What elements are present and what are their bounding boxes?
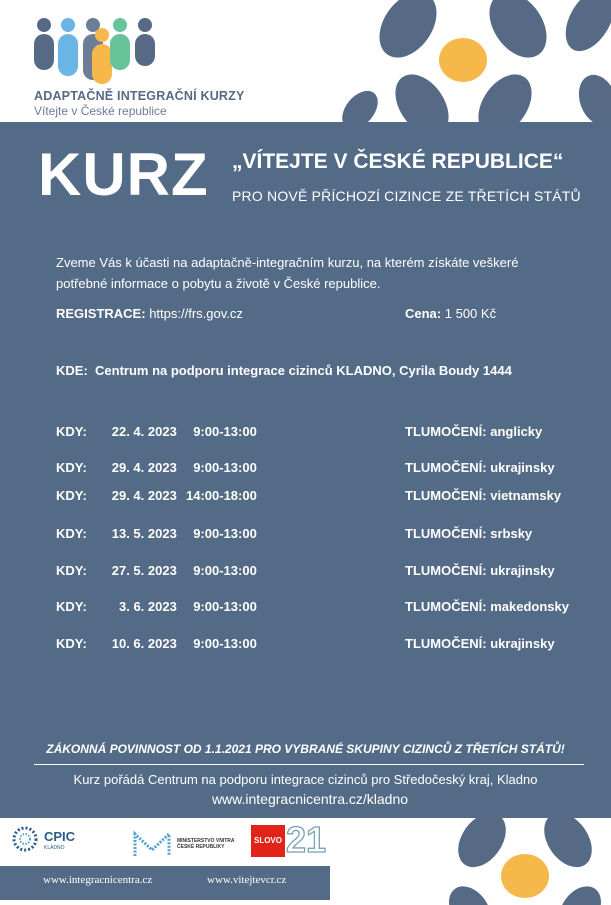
session-interpreting-label: TLUMOČENÍ: xyxy=(405,563,487,578)
session-time: 14:00-18:00 xyxy=(185,488,257,503)
session-when-label: KDY: xyxy=(56,636,87,651)
session-interpreting-label: TLUMOČENÍ: xyxy=(405,460,487,475)
session-when xyxy=(56,599,257,614)
session-language: srbsky xyxy=(490,526,533,541)
flower-decoration-bottom-icon xyxy=(440,818,611,905)
session-when-label: KDY: xyxy=(56,599,87,614)
session-language: ukrajinsky xyxy=(490,563,555,578)
session-interpreting xyxy=(405,424,542,439)
cpic-logo-name: CPIC xyxy=(44,829,76,844)
hero-word: KURZ xyxy=(38,141,209,208)
venue-value: Centrum na podporu integrace cizinců KLADNO, Cyrila Boudy 1444 xyxy=(95,363,512,378)
session-when-label: KDY: xyxy=(56,563,87,578)
legal-notice: ZÁKONNÁ POVINNOST OD 1.1.2021 PRO VYBRANÉ SKUPINY CIZINCŮ Z TŘETÍCH STÁTŮ! xyxy=(46,742,565,756)
session-language: vietnamsky xyxy=(490,488,562,503)
cpic-logo-city: KLADNO xyxy=(44,845,65,851)
session-interpreting-label: TLUMOČENÍ: xyxy=(405,424,487,439)
session-when-label: KDY: xyxy=(56,488,87,503)
session-time: 9:00-13:00 xyxy=(193,424,257,439)
registration-label: REGISTRACE: xyxy=(56,306,146,321)
registration-line xyxy=(56,306,243,321)
cpic-logo-icon xyxy=(10,824,40,854)
session-date: 29. 4. 2023 xyxy=(111,488,177,503)
session-date: 10. 6. 2023 xyxy=(111,636,177,651)
session-interpreting-label: TLUMOČENÍ: xyxy=(405,636,487,651)
ministry-logo-icon xyxy=(132,830,172,858)
slovo-logo-number: 21 xyxy=(286,819,327,860)
registration-link[interactable]: https://frs.gov.cz xyxy=(149,306,243,321)
session-date: 27. 5. 2023 xyxy=(111,563,177,578)
session-date: 22. 4. 2023 xyxy=(111,424,177,439)
flower-decoration-icon xyxy=(340,0,611,122)
session-date: 13. 5. 2023 xyxy=(111,526,177,541)
price-value: 1 500 Kč xyxy=(444,306,497,321)
org-title: ADAPTAČNĚ INTEGRAČNÍ KURZY xyxy=(34,89,245,103)
people-figures-logo-icon xyxy=(32,15,157,85)
session-interpreting xyxy=(405,488,561,503)
session-language: anglicky xyxy=(490,424,543,439)
session-interpreting-label: TLUMOČENÍ: xyxy=(405,599,487,614)
footer-link-vitejtevcr[interactable]: www.vitejtevcr.cz xyxy=(207,874,287,886)
session-time: 9:00-13:00 xyxy=(193,636,257,651)
session-time: 9:00-13:00 xyxy=(193,599,257,614)
session-when-label: KDY: xyxy=(56,424,87,439)
session-interpreting-label: TLUMOČENÍ: xyxy=(405,526,487,541)
session-language: makedonsky xyxy=(490,599,569,614)
session-language: ukrajinsky xyxy=(490,636,555,651)
session-when xyxy=(56,563,257,578)
session-time: 9:00-13:00 xyxy=(193,526,257,541)
course-subheadline: PRO NOVĚ PŘÍCHOZÍ CIZINCE ZE TŘETÍCH STÁTŮ xyxy=(232,188,581,204)
session-when xyxy=(56,460,257,475)
session-when-label: KDY: xyxy=(56,526,87,541)
slovo-logo-word: SLOVO xyxy=(251,825,285,857)
session-when xyxy=(56,488,257,503)
venue-line xyxy=(56,363,512,378)
intro-text: Zveme Vás k účasti na adaptačně-integračním kurzu, na kterém získáte veškeré potřebné informace o pobytu a životě v České republice. xyxy=(56,255,519,291)
venue-label: KDE: xyxy=(56,363,88,378)
price-label: Cena: xyxy=(405,306,442,321)
session-interpreting xyxy=(405,636,555,651)
website-link[interactable]: www.integracnicentra.cz/kladno xyxy=(211,791,409,807)
session-interpreting-label: TLUMOČENÍ: xyxy=(405,488,487,503)
session-interpreting xyxy=(405,460,555,475)
session-language: ukrajinsky xyxy=(490,460,555,475)
session-when xyxy=(56,424,257,439)
divider xyxy=(34,764,584,765)
session-when xyxy=(56,526,257,541)
footer-link-integracnicentra[interactable]: www.integracnicentra.cz xyxy=(43,874,153,886)
session-when xyxy=(56,636,257,651)
ministry-logo-text: MINISTERSTVO VNITRA ČESKÉ REPUBLIKY xyxy=(177,838,235,850)
session-date: 3. 6. 2023 xyxy=(118,599,177,614)
org-subtitle: Vítejte v České republice xyxy=(34,104,167,118)
session-time: 9:00-13:00 xyxy=(193,563,257,578)
session-interpreting xyxy=(405,599,569,614)
price-line xyxy=(405,306,496,321)
session-time: 9:00-13:00 xyxy=(193,460,257,475)
session-interpreting xyxy=(405,563,555,578)
session-interpreting xyxy=(405,526,532,541)
session-date: 29. 4. 2023 xyxy=(111,460,177,475)
course-headline: „VÍTEJTE V ČESKÉ REPUBLICE“ xyxy=(232,150,564,173)
organizer-text: Kurz pořádá Centrum na podporu integrace cizinců pro Středočeský kraj, Kladno xyxy=(73,772,538,787)
session-when-label: KDY: xyxy=(56,460,87,475)
